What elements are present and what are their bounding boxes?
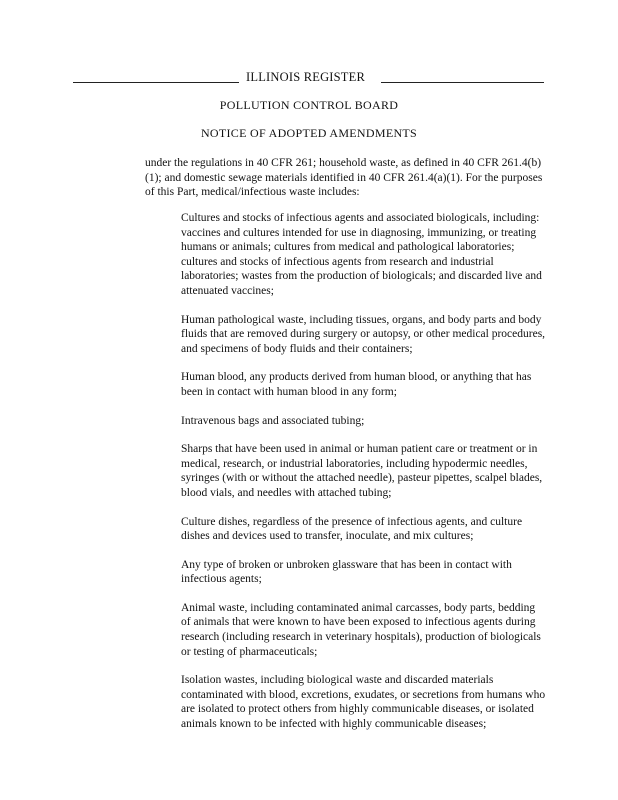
list-item-animal-waste: Animal waste, including contaminated animal carcasses, body parts, bedding of animals that were known to have been exposed to infectious agents during research (including research in veterinary hospitals), production of biologicals or testing of pharmaceuticals; xyxy=(181,601,541,658)
notice-title: NOTICE OF ADOPTED AMENDMENTS xyxy=(200,126,418,140)
list-item-glassware: Any type of broken or unbroken glassware that has been in contact with infectious agents; xyxy=(181,558,512,586)
list-item-pathological: Human pathological waste, including tissues, organs, and body parts and body fluids that are removed during surgery or autopsy, or other medical procedures, and specimens of body fluids and their containers; xyxy=(181,313,546,355)
header-rule-right xyxy=(381,82,544,83)
list-item-blood: Human blood, any products derived from human blood, or anything that has been in contact with human blood in any form; xyxy=(181,371,532,398)
register-title: ILLINOIS REGISTER xyxy=(246,70,366,84)
list-item-intravenous: Intravenous bags and associated tubing; xyxy=(181,414,365,427)
list-item-isolation: Isolation wastes, including biological waste and discarded materials contaminated with blood, excretions, exudates, or secretions from humans who are isolated to protect others from highly communicable diseases, or isolated animals known to be infected with highly communicable diseases; xyxy=(181,674,546,731)
header-rule-left xyxy=(73,82,239,83)
list-item-culture-dishes: Culture dishes, regardless of the presence of infectious agents, and culture dishes and devices used to transfer, inoculate, and mix cultures; xyxy=(181,515,523,543)
list-item-sharps: Sharps that have been used in animal or human patient care or treatment or in medical, research, or industrial laboratories, including hypodermic needles, syringes (with or without the attached needle), pasteur pipettes, scalpel blades, blood vials, and needles with attached tubing; xyxy=(181,443,543,499)
board-name: POLLUTION CONTROL BOARD xyxy=(219,98,399,112)
intro-paragraph: under the regulations in 40 CFR 261; household waste, as defined in 40 CFR 261.4(b)(1); and domestic sewage materials identified in 40 CFR 261.4(a)(1). For the purposes of this Part, medical/infectious waste includes: xyxy=(145,157,543,198)
waste-list xyxy=(181,211,547,746)
list-item-cultures: Cultures and stocks of infectious agents and associated biologicals, including: vaccines and cultures intended for use in diagnosing, immunizing, or treating humans or animals; cultures from medical and pathological laboratories; cultures and stocks of infectious agents from research and industrial laboratories; wastes from the production of biologicals; and discarded live and attenuated vaccines; xyxy=(181,212,542,297)
